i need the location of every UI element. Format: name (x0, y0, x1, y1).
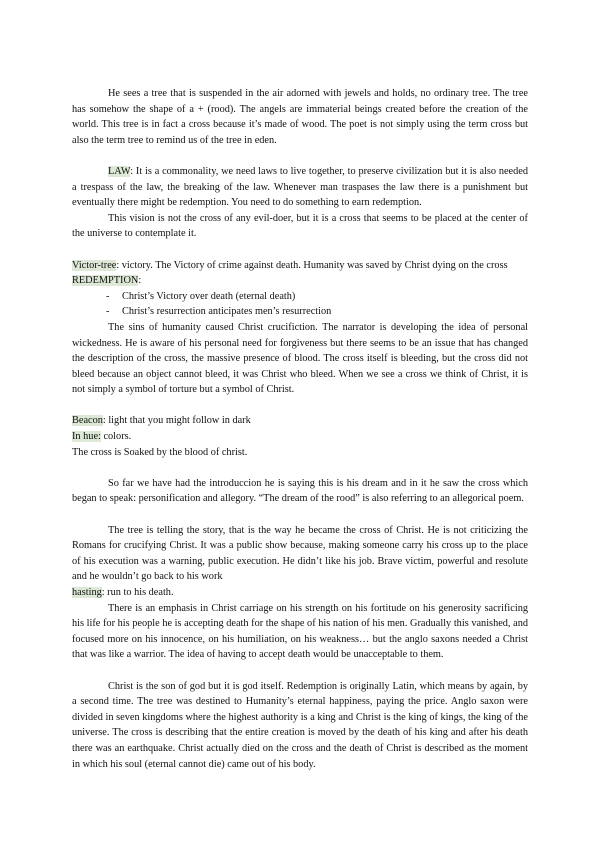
paragraph-beacon (72, 413, 528, 429)
term-law: LAW (108, 165, 131, 177)
paragraph-emphasis: There is an emphasis in Christ carriage on his strength on his fortitude on his generosity sacrificing his life for his people he is accepting death for the shape of his nation of his men. Gradually this vanished, and focused more on his innocence, on his humiliation, on his weakness… but the anglo saxons needed a Christ that was like a warrior. The idea of having to accept death would be unacceptable to them. (72, 602, 528, 661)
paragraph-tree-description: He sees a tree that is suspended in the air adorned with jewels and holds, no ordinary tree. The tree has somehow the shape of a + (rood). The angels are immaterial beings created before the creation of the world. This tree is in fact a cross because it’s made of wood. The poet is not simply using the term cross but also the term tree to remind us of the tree in eden. (72, 88, 528, 146)
law-definition: : It is a commonality, we need laws to live together, to preserve civilization but it is also needed a trespass of the law, the breaking of the law. Whenever man traspases the law there is a punishment but eventually there might be redemption. You need to do something to earn redemption. (72, 165, 528, 209)
beacon-definition: : light that you might follow in dark (102, 415, 251, 427)
paragraph-law (72, 164, 528, 211)
victor-tree-definition: : victory. The Victory of crime against death. Humanity was saved by Christ dying on the cross (116, 259, 508, 271)
paragraph-sins: The sins of humanity caused Christ crucifiction. The narrator is developing the idea of personal wickedness. He is aware of his personal need for forgiveness but there seems to be an issue that has changed the description of the cross, the massive presence of blood. The cross itself is bleeding, but the cross did not bleed because an object cannot bleed, it was Christ who bleed. When we see a cross we think of Christ, it is not simply a symbol of torture but a symbol of Christ. (72, 321, 528, 396)
paragraph-in-hue (72, 429, 528, 445)
paragraph-tree-story: The tree is telling the story, that is the way he became the cross of Christ. He is not criticizing the Romans for crucifying Christ. It was a public show because, making someone carry his cross up to the place of his execution was a warning, public execution. He didn’t like his job. Brave victim, powerful and resolute and he wouldn’t go back to his work (72, 524, 528, 583)
paragraph-introduction: So far we have had the introduccion he is saying this is his dream and in it he saw the cross which began to speak: personification and allegory. “The dream of the rood” is also referring to an allegorical poem. (72, 477, 528, 505)
term-in-hue: In hue: (72, 431, 101, 443)
term-beacon: Beacon (72, 415, 103, 427)
paragraph-son-of-god: Christ is the son of god but it is god itself. Redemption is originally Latin, which means by again, by a second time. The tree was destined to Humanity’s eternal happiness, paying the price. Anglo saxon were divided in seven kingdoms where the highest authority is a king and Christ is the king of kings, the king of the universe. The cross is describing that the entire creation is moved by the death of his king and after his death there was an earthquake. Christ actually died on the cross and the death of Christ is described as the moment in which his soul (eternal cannot die) came out of his body. (72, 680, 528, 770)
list-item: - Christ’s resurrection anticipates men’s resurrection (108, 304, 528, 320)
heading-redemption: REDEMPTION: (72, 275, 142, 287)
in-hue-definition: colors. (100, 431, 132, 443)
term-victor-tree: Victor-tree (72, 259, 117, 271)
list-item: - Christ’s Victory over death (eternal death) (108, 289, 528, 305)
hasting-definition: : run to his death. (101, 587, 174, 598)
redemption-list (72, 289, 528, 320)
term-hasting: hasting (72, 587, 102, 598)
paragraph-hasting (72, 585, 528, 601)
term-redemption: REDEMPTION (72, 275, 139, 287)
paragraph-victor-tree (72, 258, 528, 274)
paragraph-cross-center: This vision is not the cross of any evil-doer, but it is a cross that seems to be placed at the center of the universe to contemplate it. (72, 212, 528, 240)
paragraph-soaked: The cross is Soaked by the blood of christ. (72, 446, 248, 458)
